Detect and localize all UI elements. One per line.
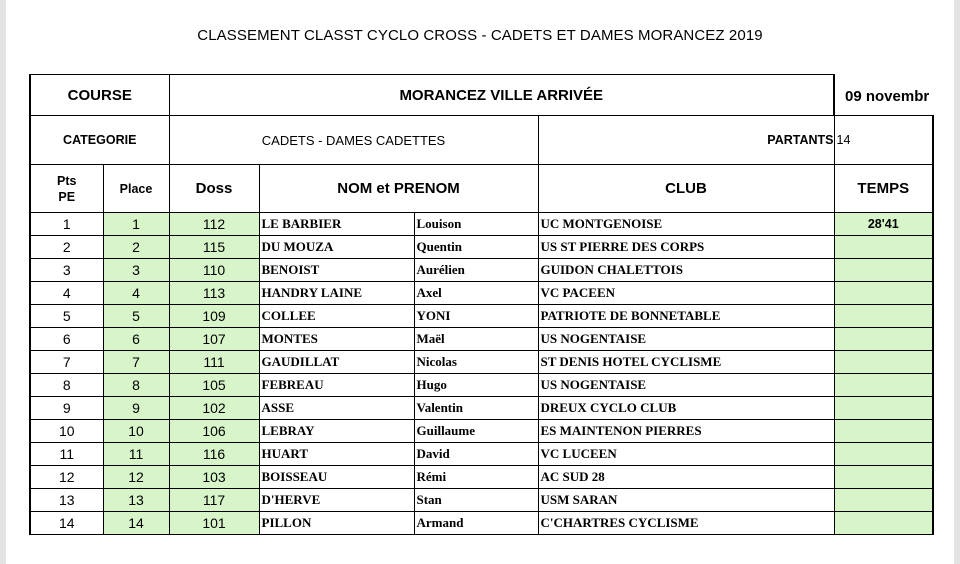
cell-nom: DU MOUZA (259, 236, 414, 259)
table-row (30, 282, 933, 305)
cell-prenom: Hugo (414, 374, 538, 397)
cell-doss: 113 (169, 282, 259, 305)
cell-prenom: Axel (414, 282, 538, 305)
cell-club: US NOGENTAISE (538, 328, 834, 351)
cell-nom: BENOIST (259, 259, 414, 282)
cell-doss: 103 (169, 466, 259, 489)
cell-doss: 106 (169, 420, 259, 443)
cell-temps (834, 443, 933, 466)
table-row (30, 420, 933, 443)
cell-club: ES MAINTENON PIERRES (538, 420, 834, 443)
cell-pts: 3 (30, 259, 103, 282)
cell-club: VC PACEEN (538, 282, 834, 305)
cell-prenom: Valentin (414, 397, 538, 420)
cell-prenom: Nicolas (414, 351, 538, 374)
cell-club: GUIDON CHALETTOIS (538, 259, 834, 282)
cell-pts: 6 (30, 328, 103, 351)
cell-pts: 7 (30, 351, 103, 374)
cell-temps (834, 466, 933, 489)
cell-place: 9 (103, 397, 169, 420)
table-row (30, 351, 933, 374)
cell-prenom: Aurélien (414, 259, 538, 282)
cell-temps (834, 351, 933, 374)
cell-pts: 11 (30, 443, 103, 466)
cell-place: 8 (103, 374, 169, 397)
cell-nom: HUART (259, 443, 414, 466)
cell-place: 10 (103, 420, 169, 443)
cell-pts: 9 (30, 397, 103, 420)
cell-pts: 2 (30, 236, 103, 259)
course-label: COURSE (30, 75, 169, 116)
cell-nom: FEBREAU (259, 374, 414, 397)
cell-temps (834, 328, 933, 351)
cell-nom: ASSE (259, 397, 414, 420)
cell-club: UC MONTGENOISE (538, 213, 834, 236)
results-table (29, 74, 934, 535)
cell-temps: 28'41 (834, 213, 933, 236)
header-pts-line1: Pts (57, 173, 77, 188)
cell-pts: 5 (30, 305, 103, 328)
cell-nom: COLLEE (259, 305, 414, 328)
table-row (30, 328, 933, 351)
cell-club: C'CHARTRES CYCLISME (538, 512, 834, 535)
cell-nom: MONTES (259, 328, 414, 351)
cell-pts: 1 (30, 213, 103, 236)
header-nom-prenom: NOM et PRENOM (259, 165, 538, 213)
cell-temps (834, 236, 933, 259)
cell-place: 4 (103, 282, 169, 305)
cell-place: 12 (103, 466, 169, 489)
cell-prenom: Quentin (414, 236, 538, 259)
cell-club: VC LUCEEN (538, 443, 834, 466)
table-row (30, 259, 933, 282)
cell-doss: 116 (169, 443, 259, 466)
table-row (30, 489, 933, 512)
cell-doss: 111 (169, 351, 259, 374)
viewer-edge-left (0, 0, 6, 564)
table-row (30, 466, 933, 489)
header-row (30, 165, 933, 213)
cell-place: 2 (103, 236, 169, 259)
table-row (30, 443, 933, 466)
cell-place: 3 (103, 259, 169, 282)
cell-club: AC SUD 28 (538, 466, 834, 489)
categorie-label: CATEGORIE (30, 116, 169, 165)
cell-temps (834, 305, 933, 328)
cell-nom: LE BARBIER (259, 213, 414, 236)
cell-club: USM SARAN (538, 489, 834, 512)
cell-doss: 102 (169, 397, 259, 420)
cell-doss: 110 (169, 259, 259, 282)
cell-prenom: Stan (414, 489, 538, 512)
cell-nom: D'HERVE (259, 489, 414, 512)
table-row (30, 305, 933, 328)
cell-temps (834, 259, 933, 282)
course-value: MORANCEZ VILLE ARRIVÉE (169, 75, 834, 116)
results-body (30, 213, 933, 535)
header-temps: TEMPS (834, 165, 933, 213)
cell-doss: 112 (169, 213, 259, 236)
cell-nom: BOISSEAU (259, 466, 414, 489)
cell-temps (834, 282, 933, 305)
table-row (30, 374, 933, 397)
race-date: 09 novembr (833, 75, 943, 117)
cell-club: US ST PIERRE DES CORPS (538, 236, 834, 259)
header-pts (30, 165, 103, 213)
cell-place: 11 (103, 443, 169, 466)
cell-club: DREUX CYCLO CLUB (538, 397, 834, 420)
cell-nom: HANDRY LAINE (259, 282, 414, 305)
cell-doss: 109 (169, 305, 259, 328)
cell-nom: GAUDILLAT (259, 351, 414, 374)
cell-doss: 101 (169, 512, 259, 535)
cell-pts: 14 (30, 512, 103, 535)
cell-prenom: David (414, 443, 538, 466)
partants-label: PARTANTS (767, 133, 834, 147)
category-row (30, 116, 933, 165)
cell-prenom: Rémi (414, 466, 538, 489)
cell-prenom: Armand (414, 512, 538, 535)
cell-nom: PILLON (259, 512, 414, 535)
cell-place: 13 (103, 489, 169, 512)
cell-doss: 105 (169, 374, 259, 397)
table-row (30, 213, 933, 236)
cell-place: 7 (103, 351, 169, 374)
cell-club: PATRIOTE DE BONNETABLE (538, 305, 834, 328)
cell-temps (834, 374, 933, 397)
viewer-edge-right (954, 0, 960, 564)
cell-doss: 117 (169, 489, 259, 512)
cell-place: 1 (103, 213, 169, 236)
cell-pts: 12 (30, 466, 103, 489)
cell-pts: 8 (30, 374, 103, 397)
cell-prenom: Guillaume (414, 420, 538, 443)
cell-prenom: Louison (414, 213, 538, 236)
cell-temps (834, 420, 933, 443)
cell-prenom: YONI (414, 305, 538, 328)
cell-place: 14 (103, 512, 169, 535)
cell-doss: 115 (169, 236, 259, 259)
cell-doss: 107 (169, 328, 259, 351)
cell-temps (834, 397, 933, 420)
cell-temps (834, 489, 933, 512)
header-pts-line2: PE (58, 189, 76, 204)
categorie-value: CADETS - DAMES CADETTES (169, 116, 538, 165)
cell-pts: 4 (30, 282, 103, 305)
cell-pts: 10 (30, 420, 103, 443)
header-club: CLUB (538, 165, 834, 213)
cell-prenom: Maël (414, 328, 538, 351)
course-row (30, 75, 933, 116)
cell-club: ST DENIS HOTEL CYCLISME (538, 351, 834, 374)
cell-nom: LEBRAY (259, 420, 414, 443)
cell-pts: 13 (30, 489, 103, 512)
header-place: Place (103, 165, 169, 213)
cell-place: 5 (103, 305, 169, 328)
partants-value: 14 (834, 116, 933, 165)
cell-place: 6 (103, 328, 169, 351)
cell-temps (834, 512, 933, 535)
document-title: CLASSEMENT CLASST CYCLO CROSS - CADETS ET DAMES MORANCEZ 2019 (197, 27, 763, 44)
table-row (30, 512, 933, 535)
partants-cell (538, 116, 834, 165)
cell-club: US NOGENTAISE (538, 374, 834, 397)
header-doss: Doss (169, 165, 259, 213)
table-row (30, 397, 933, 420)
table-row (30, 236, 933, 259)
